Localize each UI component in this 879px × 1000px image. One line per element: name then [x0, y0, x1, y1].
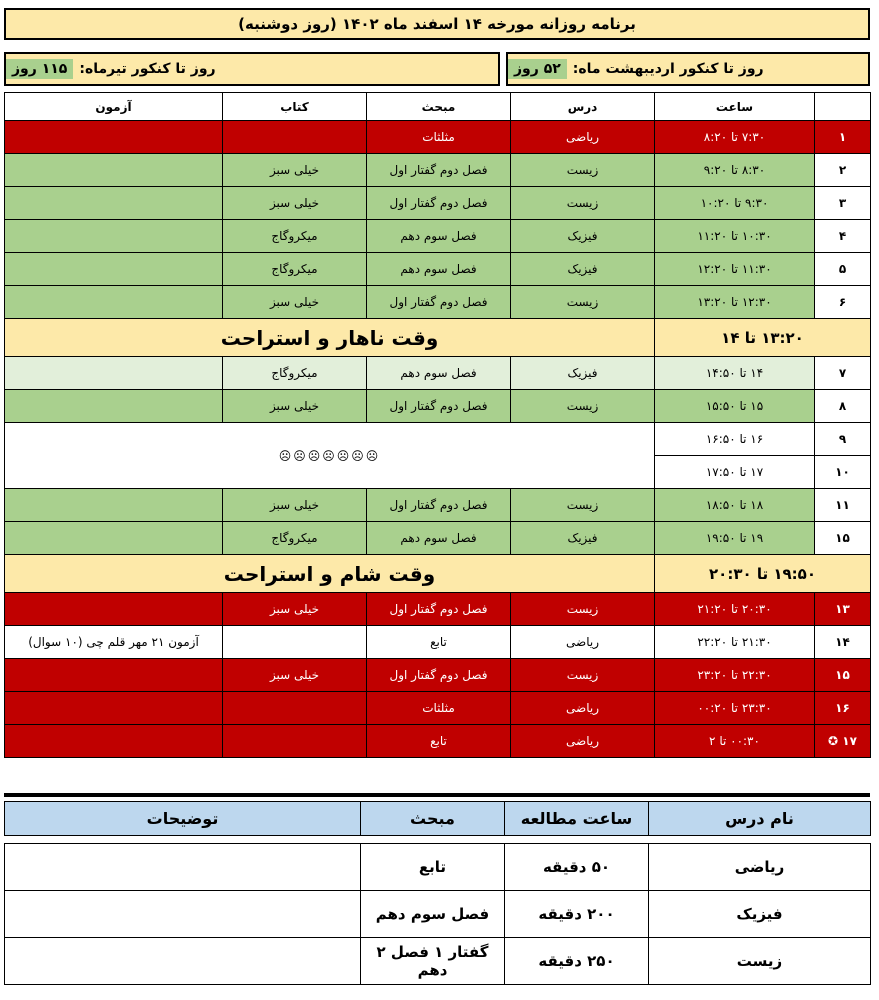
summary-lesson: زیست [649, 938, 871, 985]
dinner-break-label: وقت شام و استراحت [5, 555, 655, 593]
row-number: ۱۴ [815, 626, 871, 659]
row-time: ۸:۳۰ تا ۹:۲۰ [655, 154, 815, 187]
countdown-tir-value: ۱۱۵ روز [6, 59, 73, 79]
summary-hours: ۲۵۰ دقیقه [505, 938, 649, 985]
table-row [5, 286, 871, 319]
row-lesson: ریاضی [511, 626, 655, 659]
row-lesson: زیست [511, 390, 655, 423]
row-number: ۱۰ [815, 456, 871, 489]
row-number: ۱۳ [815, 593, 871, 626]
lunch-break-time: ۱۳:۲۰ تا ۱۴ [655, 319, 871, 357]
row-lesson: فیزیک [511, 253, 655, 286]
row-lesson: فیزیک [511, 220, 655, 253]
row-lesson: ریاضی [511, 692, 655, 725]
summary-gap [5, 836, 871, 844]
row-exam [5, 692, 223, 725]
table-row [5, 593, 871, 626]
row-time: ۱۲:۳۰ تا ۱۳:۲۰ [655, 286, 815, 319]
row-exam: آزمون ۲۱ مهر قلم چی (۱۰ سوال) [5, 626, 223, 659]
summary-topic: گفتار ۱ فصل ۲ دهم [361, 938, 505, 985]
row-topic: فصل دوم گفتار اول [367, 187, 511, 220]
row-time: ۱۹ تا ۱۹:۵۰ [655, 522, 815, 555]
row-number: ۱۱ [815, 489, 871, 522]
row-book: خیلی سبز [223, 659, 367, 692]
page-title: برنامه روزانه مورخه ۱۴ اسفند ماه ۱۴۰۲ (روز دوشنبه) [4, 8, 870, 40]
dinner-break-row [5, 555, 871, 593]
row-lesson: زیست [511, 187, 655, 220]
countdown-tir [4, 52, 500, 86]
row-topic: فصل دوم گفتار اول [367, 489, 511, 522]
lunch-break-row [5, 319, 871, 357]
row-exam [5, 390, 223, 423]
row-number: ۲ [815, 154, 871, 187]
table-row [5, 659, 871, 692]
summary-topic: تابع [361, 844, 505, 891]
summary-hours: ۵۰ دقیقه [505, 844, 649, 891]
row-exam [5, 253, 223, 286]
row-topic: مثلثات [367, 692, 511, 725]
row-book: خیلی سبز [223, 286, 367, 319]
row-number: ۳ [815, 187, 871, 220]
row-book: میکروگاج [223, 522, 367, 555]
row-exam [5, 659, 223, 692]
table-row [5, 154, 871, 187]
row-lesson: زیست [511, 286, 655, 319]
table-row [5, 423, 871, 456]
row-number: ۱۵ [815, 522, 871, 555]
row-number: ۱۵ [815, 659, 871, 692]
row-topic: مثلثات [367, 121, 511, 154]
row-book: خیلی سبز [223, 593, 367, 626]
summary-notes [5, 891, 361, 938]
table-row [5, 489, 871, 522]
row-exam [5, 187, 223, 220]
row-exam [5, 725, 223, 758]
row-topic: فصل سوم دهم [367, 220, 511, 253]
section-divider [4, 793, 870, 797]
row-book [223, 121, 367, 154]
row-number: ۵ [815, 253, 871, 286]
schedule-header-row [5, 93, 871, 121]
row-number: ۹ [815, 423, 871, 456]
summary-row [5, 891, 871, 938]
countdown-ordibehesht-value: ۵۲ روز [508, 59, 567, 79]
row-exam [5, 154, 223, 187]
row-lesson: زیست [511, 154, 655, 187]
row-topic: فصل دوم گفتار اول [367, 154, 511, 187]
row-topic: فصل سوم دهم [367, 357, 511, 390]
summary-header-hours: ساعت مطالعه [505, 802, 649, 836]
row-time: ۱۴ تا ۱۴:۵۰ [655, 357, 815, 390]
row-lesson: فیزیک [511, 522, 655, 555]
row-topic: فصل دوم گفتار اول [367, 659, 511, 692]
sad-faces-icon: ☹☹☹☹☹☹☹ [5, 423, 655, 489]
row-exam [5, 593, 223, 626]
row-book [223, 626, 367, 659]
row-book: میکروگاج [223, 253, 367, 286]
table-row [5, 187, 871, 220]
row-book: میکروگاج [223, 220, 367, 253]
row-time: ۲۱:۳۰ تا ۲۲:۲۰ [655, 626, 815, 659]
table-row [5, 626, 871, 659]
row-exam [5, 357, 223, 390]
countdown-tir-label: روز تا کنکور تیرماه: [79, 61, 216, 77]
table-row [5, 220, 871, 253]
row-time: ۲۳:۳۰ تا ۰۰:۲۰ [655, 692, 815, 725]
row-topic: فصل سوم دهم [367, 522, 511, 555]
row-book: میکروگاج [223, 357, 367, 390]
table-row [5, 522, 871, 555]
row-time: ۱۰:۳۰ تا ۱۱:۲۰ [655, 220, 815, 253]
summary-topic: فصل سوم دهم [361, 891, 505, 938]
summary-table [4, 801, 871, 985]
row-exam [5, 121, 223, 154]
row-topic: فصل دوم گفتار اول [367, 286, 511, 319]
row-exam [5, 522, 223, 555]
row-book: خیلی سبز [223, 154, 367, 187]
row-number: ۶ [815, 286, 871, 319]
header-time: ساعت [655, 93, 815, 121]
row-lesson: زیست [511, 659, 655, 692]
summary-row [5, 938, 871, 985]
row-number: ۱۷ ✪ [815, 725, 871, 758]
row-time: ۱۶ تا ۱۶:۵۰ [655, 423, 815, 456]
row-lesson: زیست [511, 593, 655, 626]
row-time: ۲۲:۳۰ تا ۲۳:۲۰ [655, 659, 815, 692]
row-topic: تابع [367, 626, 511, 659]
header-exam: آزمون [5, 93, 223, 121]
summary-notes [5, 938, 361, 985]
row-time: ۱۷ تا ۱۷:۵۰ [655, 456, 815, 489]
table-row [5, 357, 871, 390]
row-book [223, 692, 367, 725]
header-topic: مبحث [367, 93, 511, 121]
summary-lesson: ریاضی [649, 844, 871, 891]
schedule-table [4, 92, 871, 758]
table-row [5, 725, 871, 758]
countdown-ordibehesht-label: روز تا کنکور اردیبهشت ماه: [572, 61, 764, 77]
row-exam [5, 220, 223, 253]
table-row [5, 253, 871, 286]
row-time: ۱۸ تا ۱۸:۵۰ [655, 489, 815, 522]
lunch-break-label: وقت ناهار و استراحت [5, 319, 655, 357]
row-topic: فصل سوم دهم [367, 253, 511, 286]
summary-header-row [5, 802, 871, 836]
summary-row [5, 844, 871, 891]
row-time: ۷:۳۰ تا ۸:۲۰ [655, 121, 815, 154]
header-num [815, 93, 871, 121]
row-lesson: ریاضی [511, 121, 655, 154]
table-row [5, 121, 871, 154]
row-number: ۸ [815, 390, 871, 423]
row-time: ۱۱:۳۰ تا ۱۲:۲۰ [655, 253, 815, 286]
row-book: خیلی سبز [223, 390, 367, 423]
row-time: ۹:۳۰ تا ۱۰:۲۰ [655, 187, 815, 220]
row-book: خیلی سبز [223, 187, 367, 220]
row-number: ۷ [815, 357, 871, 390]
row-exam [5, 286, 223, 319]
row-book [223, 725, 367, 758]
dinner-break-time: ۱۹:۵۰ تا ۲۰:۳۰ [655, 555, 871, 593]
summary-header-lesson: نام درس [649, 802, 871, 836]
row-number: ۴ [815, 220, 871, 253]
summary-hours: ۲۰۰ دقیقه [505, 891, 649, 938]
table-row [5, 692, 871, 725]
row-lesson: فیزیک [511, 357, 655, 390]
header-book: کتاب [223, 93, 367, 121]
row-lesson: زیست [511, 489, 655, 522]
row-exam [5, 489, 223, 522]
header-lesson: درس [511, 93, 655, 121]
summary-gap-cell [5, 836, 871, 844]
countdown-ordibehesht [506, 52, 870, 86]
row-time: ۱۵ تا ۱۵:۵۰ [655, 390, 815, 423]
row-topic: تابع [367, 725, 511, 758]
row-book: خیلی سبز [223, 489, 367, 522]
row-topic: فصل دوم گفتار اول [367, 593, 511, 626]
row-number: ۱ [815, 121, 871, 154]
summary-header-topic: مبحث [361, 802, 505, 836]
summary-lesson: فیزیک [649, 891, 871, 938]
row-lesson: ریاضی [511, 725, 655, 758]
row-number: ۱۶ [815, 692, 871, 725]
table-row [5, 390, 871, 423]
summary-notes [5, 844, 361, 891]
row-topic: فصل دوم گفتار اول [367, 390, 511, 423]
row-time: ۰۰:۳۰ تا ۲ [655, 725, 815, 758]
row-time: ۲۰:۳۰ تا ۲۱:۲۰ [655, 593, 815, 626]
summary-header-notes: توضیحات [5, 802, 361, 836]
